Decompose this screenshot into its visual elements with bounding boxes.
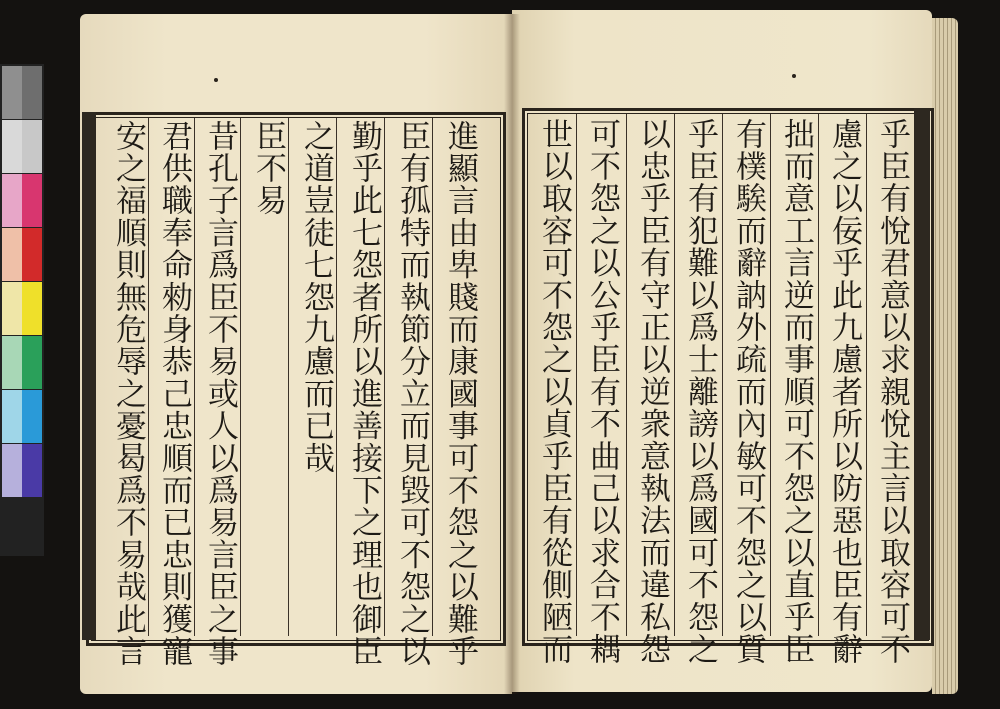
color-swatch — [22, 444, 42, 497]
text-column: 世以取容可不怨之以貞乎臣有從側陋而 — [536, 118, 572, 666]
text-column: 乎臣有悅君意以求親悅主言以取容可不 — [874, 118, 910, 666]
column-rule — [384, 118, 385, 636]
color-swatch — [2, 228, 22, 281]
color-swatch — [2, 120, 22, 173]
column-rule — [288, 118, 289, 636]
color-swatch — [2, 282, 22, 335]
column-rule — [432, 118, 433, 636]
color-swatch — [22, 390, 42, 443]
column-rule — [576, 114, 577, 636]
left-page-dot — [214, 78, 218, 82]
text-column: 之道豈徒七怨九慮而已哉 — [298, 120, 334, 475]
right-page-dot — [792, 74, 796, 78]
color-swatch — [22, 228, 42, 281]
column-rule — [336, 118, 337, 636]
text-column: 以忠乎臣有守正以逆衆意執法而違私怨 — [634, 118, 670, 666]
text-column: 乎臣有犯難以爲士離謗以爲國可不怨之 — [682, 118, 718, 666]
column-rule — [818, 114, 819, 636]
page-edges — [932, 18, 958, 694]
text-column: 勤乎此七怨者所以進善接下之理也御臣 — [346, 120, 382, 668]
color-swatch — [2, 66, 22, 119]
text-column: 安之福順則無危辱之憂曷爲不易哉此言 — [110, 120, 146, 668]
column-rule — [674, 114, 675, 636]
section-heading: 臣不易 — [250, 120, 286, 217]
color-calibration-bar — [0, 64, 44, 556]
color-swatch — [22, 336, 42, 389]
column-rule — [770, 114, 771, 636]
column-rule — [240, 118, 241, 636]
book-gutter — [504, 14, 520, 694]
text-column: 昔孔子言爲臣不易或人以爲易言臣之事 — [202, 120, 238, 668]
color-swatch — [22, 174, 42, 227]
left-fold-column — [82, 112, 96, 640]
color-swatch — [2, 174, 22, 227]
open-book — [60, 8, 960, 698]
column-rule — [722, 114, 723, 636]
color-swatch — [2, 336, 22, 389]
color-swatch — [2, 444, 22, 497]
text-column: 君供職奉命勑身恭己忠順而已忠則獲寵 — [156, 120, 192, 668]
color-swatch — [22, 282, 42, 335]
color-swatch — [2, 390, 22, 443]
text-column: 慮之以佞乎此九慮者所以防惡也臣有辭 — [826, 118, 862, 666]
text-column: 拙而意工言逆而事順可不怨之以直乎臣 — [778, 118, 814, 666]
text-column: 臣有孤特而執節分立而見毀可不怨之以 — [394, 120, 430, 668]
column-rule — [626, 114, 627, 636]
color-swatch — [22, 120, 42, 173]
text-column: 有樸騃而辭訥外疏而內敏可不怨之以質 — [730, 118, 766, 666]
column-rule — [194, 118, 195, 636]
column-rule — [148, 118, 149, 636]
column-rule — [866, 114, 867, 636]
color-swatch — [22, 66, 42, 119]
text-column: 可不怨之以公乎臣有不曲己以求合不耦 — [584, 118, 620, 666]
text-column: 進顯言由卑賤而康國事可不怨之以難乎 — [442, 120, 478, 668]
right-fold-column — [914, 108, 930, 640]
